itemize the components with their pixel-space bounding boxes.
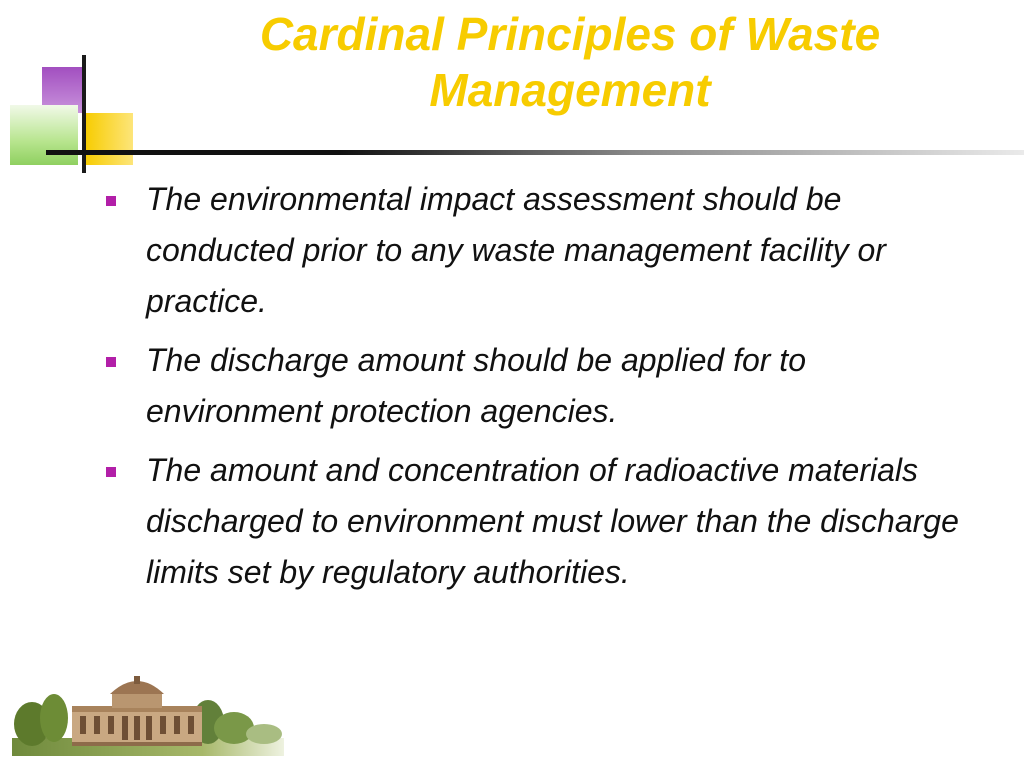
university-building-logo <box>12 672 284 758</box>
vertical-line-decoration <box>82 55 86 173</box>
bullet-list <box>100 174 980 606</box>
bullet-text: The environmental impact assessment should be conducted prior to any waste management facility or practice. <box>146 181 886 319</box>
title-divider-line <box>46 150 1024 155</box>
bullet-item <box>100 335 980 437</box>
square-bullet-icon <box>106 357 116 367</box>
bullet-text: The discharge amount should be applied for to environment protection agencies. <box>146 342 806 429</box>
yellow-square-decoration <box>85 113 133 165</box>
bullet-item <box>100 445 980 598</box>
square-bullet-icon <box>106 467 116 477</box>
bullet-item <box>100 174 980 327</box>
square-bullet-icon <box>106 196 116 206</box>
slide-title: Cardinal Principles of Waste Management <box>259 8 881 116</box>
bullet-text: The amount and concentration of radioactive materials discharged to environment must lower than the discharge limits set by regulatory authorities. <box>146 452 959 590</box>
green-square-decoration <box>10 105 78 165</box>
